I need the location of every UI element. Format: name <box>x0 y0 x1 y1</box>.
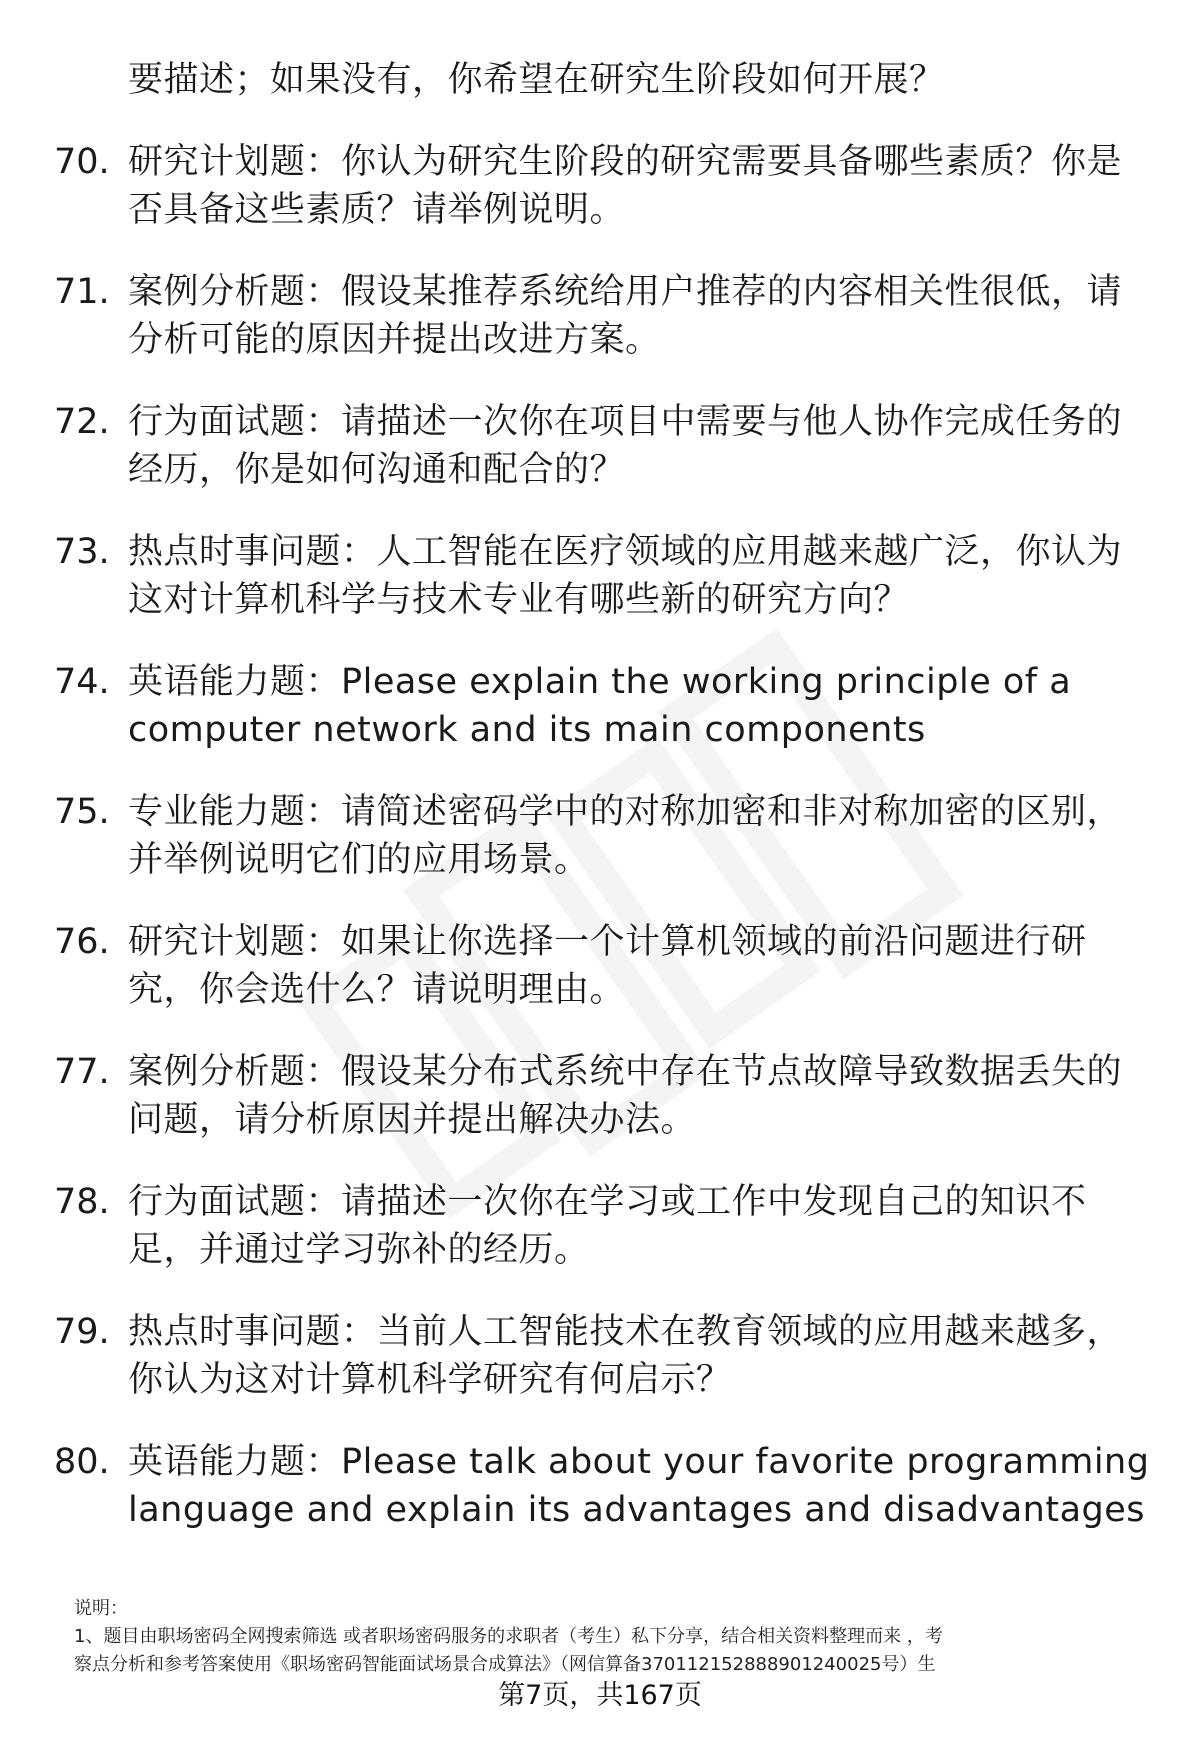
question-number: 70. <box>54 142 110 182</box>
question-number: 72. <box>54 402 110 442</box>
question-text: 案例分析题：假设某推荐系统给用户推荐的内容相关性很低，请分析可能的原因并提出改进方案。 <box>128 272 1123 360</box>
list-item <box>54 1438 1154 1534</box>
question-number: 76. <box>54 922 110 962</box>
notes-heading: 说明： <box>74 1598 128 1619</box>
list-item <box>54 1048 1154 1144</box>
page-number: 第7页，共167页 <box>498 1680 702 1711</box>
question-number: 74. <box>54 662 110 702</box>
notes-line: 察点分析和参考答案使用《职场密码智能面试场景合成算法》（网信算备37011215288890124​0025号）生 <box>74 1654 936 1675</box>
question-text: 热点时事问题：人工智能在医疗领域的应用越来越广泛，你认为这对计算机科学与技术专业有哪些新的研究方向？ <box>128 532 1123 620</box>
question-number: 71. <box>54 272 110 312</box>
question-number: 79. <box>54 1312 110 1352</box>
list-item <box>54 268 1154 364</box>
question-list <box>54 56 1154 1568</box>
question-number: 78. <box>54 1182 110 1222</box>
question-text: 研究计划题：你认为研究生阶段的研究需要具备哪些素质？你是否具备这些素质？请举例说明。 <box>128 142 1123 230</box>
question-text: 英语能力题：Please explain the working principle of a computer network and its main components <box>128 662 1072 750</box>
list-item <box>54 658 1154 754</box>
list-item <box>54 918 1154 1014</box>
question-text: 热点时事问题：当前人工智能技术在教育领域的应用越来越多，你认为这对计算机科学研究有何启示？ <box>128 1312 1123 1400</box>
list-item <box>54 788 1154 884</box>
question-text: 专业能力题：请简述密码学中的对称加密和非对称加密的区别，并举例说明它们的应用场景。 <box>128 792 1123 880</box>
list-item <box>54 1308 1154 1404</box>
question-text: 行为面试题：请描述一次你在学习或工作中发现自己的知识不足，并通过学习弥补的经历。 <box>128 1182 1087 1270</box>
question-text: 行为面试题：请描述一次你在项目中需要与他人协作完成任务的经历，你是如何沟通和配合的？ <box>128 402 1123 490</box>
notes-section <box>74 1595 1154 1679</box>
question-text: 英语能力题：Please talk about your favorite programming language and explain its advantages and disadvantages <box>128 1442 1150 1530</box>
question-text: 案例分析题：假设某分布式系统中存在节点故障导致数据丢失的问题，请分析原因并提出解决办法。 <box>128 1052 1123 1140</box>
notes-line: 1、题目由职场密码全网搜索筛选 或者职场密码服务的求职者（考生）私下分享，结合相关资料整理而来 ，考 <box>74 1626 943 1647</box>
question-number: 80. <box>54 1442 110 1482</box>
list-item <box>54 1178 1154 1274</box>
list-item <box>54 138 1154 234</box>
list-item <box>54 528 1154 624</box>
question-number: 73. <box>54 532 110 572</box>
list-item <box>54 398 1154 494</box>
question-number: 77. <box>54 1052 110 1092</box>
question-number: 75. <box>54 792 110 832</box>
continuation-text: 要描述；如果没有，你希望在研究生阶段如何开展？ <box>128 60 945 100</box>
question-text: 研究计划题：如果让你选择一个计算机领域的前沿问题进行研究，你会选什么？请说明理由。 <box>128 922 1087 1010</box>
